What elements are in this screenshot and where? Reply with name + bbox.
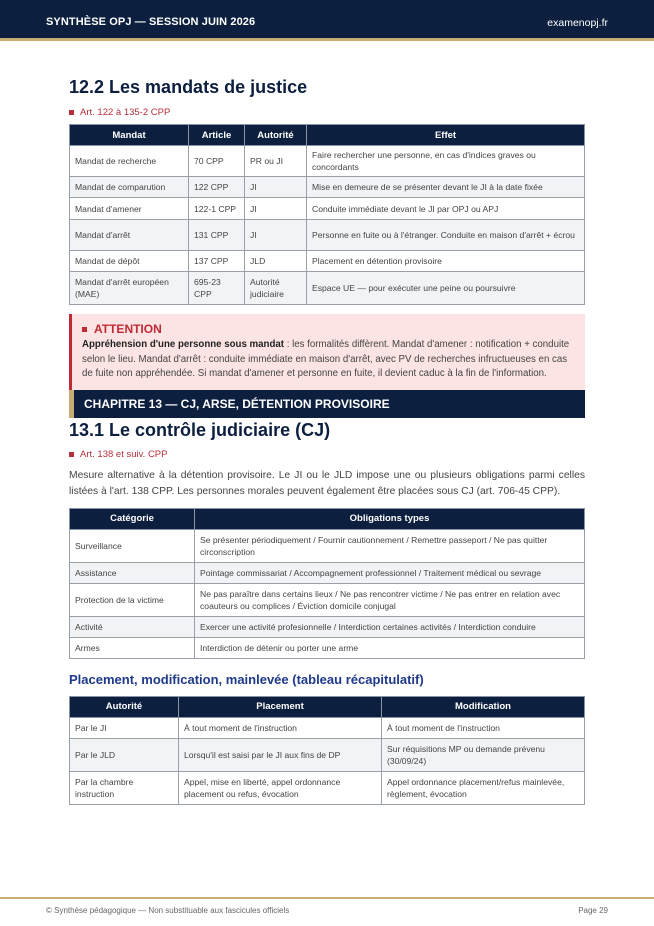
attention-bold-lead: Appréhension d'une personne sous mandat <box>82 339 284 350</box>
attention-label: ATTENTION <box>94 322 162 336</box>
column-header: Mandat <box>70 125 189 146</box>
table-row <box>70 583 585 616</box>
table-cell: Mandat d'arrêt européen (MAE) <box>70 272 189 305</box>
table-cell: Interdiction de détenir ou porter une arme <box>195 637 585 658</box>
table-cell: Activité <box>70 616 195 637</box>
table-row <box>70 220 585 251</box>
column-header: Modification <box>382 696 585 717</box>
table-cell: Mandat d'arrêt <box>70 220 189 251</box>
table-cell: Armes <box>70 637 195 658</box>
table-cell: Lorsqu'il est saisi par le JI aux fins de DP <box>179 738 382 771</box>
table-cell: Se présenter périodiquement / Fournir cautionnement / Remettre passeport / Ne pas quitter circonscription <box>195 529 585 562</box>
table-row <box>70 616 585 637</box>
table-cell: Mandat d'amener <box>70 198 189 220</box>
table-cell: JLD <box>245 251 307 272</box>
attention-callout <box>69 314 585 390</box>
table-cell: Mandat de comparution <box>70 177 189 198</box>
table-cell: Mandat de recherche <box>70 146 189 177</box>
column-header: Obligations types <box>195 508 585 529</box>
article-reference <box>69 106 585 118</box>
attention-body: : les formalités diffèrent. Mandat d'amener : notification + conduite selon le lieu. Mandat d'arrêt : conduite immédiate en maison d'arrêt, avec PV de recherches infructueuses en cas de fuite non appréhendée. Si mandat d'amener et personne en fuite, il devient caduc à la fin de l'information. <box>82 339 570 379</box>
section-title-13-1: 13.1 Le contrôle judiciaire (CJ) <box>69 419 331 440</box>
table-cell: Par le JLD <box>70 738 179 771</box>
table-row <box>70 738 585 771</box>
table-cell: Conduite immédiate devant le JI par OPJ ou APJ <box>307 198 585 220</box>
table-cell: Sur réquisitions MP ou demande prévenu (30/09/24) <box>382 738 585 771</box>
page-content <box>69 75 585 805</box>
reference-text: Art. 122 à 135-2 CPP <box>80 106 171 118</box>
table-cell: Assistance <box>70 562 195 583</box>
table-row <box>70 146 585 177</box>
table-cell: JI <box>245 220 307 251</box>
table-cell: Mandat de dépôt <box>70 251 189 272</box>
table-row <box>70 771 585 804</box>
table-cell: Faire rechercher une personne, en cas d'indices graves ou concordants <box>307 146 585 177</box>
table-cell: Autorité judiciaire <box>245 272 307 305</box>
attention-text <box>82 338 575 382</box>
square-bullet-icon <box>69 110 74 115</box>
subheading-placement: Placement, modification, mainlevée (tableau récapitulatif) <box>69 671 424 687</box>
obligations-table <box>69 508 585 659</box>
chapter-banner <box>69 390 585 418</box>
table-cell: PR ou JI <box>245 146 307 177</box>
column-header: Effet <box>307 125 585 146</box>
table-cell: Espace UE — pour exécuter une peine ou poursuivre <box>307 272 585 305</box>
chapter-title: CHAPITRE 13 — CJ, ARSE, DÉTENTION PROVISOIRE <box>84 396 390 411</box>
table-cell: À tout moment de l'instruction <box>382 717 585 738</box>
page-number: Page 29 <box>578 906 608 915</box>
table-row <box>70 562 585 583</box>
table-cell: 131 CPP <box>189 220 245 251</box>
table-cell: 695-23 CPP <box>189 272 245 305</box>
table-cell: Par la chambre instruction <box>70 771 179 804</box>
header-site: examenopj.fr <box>547 17 608 29</box>
table-cell: Personne en fuite ou à l'étranger. Conduite en maison d'arrêt + écrou <box>307 220 585 251</box>
table-cell: 122 CPP <box>189 177 245 198</box>
table-cell: Appel, mise en liberté, appel ordonnance placement ou refus, évocation <box>179 771 382 804</box>
table-row <box>70 177 585 198</box>
table-cell: Par le JI <box>70 717 179 738</box>
table-cell: JI <box>245 177 307 198</box>
table-cell: 137 CPP <box>189 251 245 272</box>
table-cell: Placement en détention provisoire <box>307 251 585 272</box>
table-row <box>70 717 585 738</box>
table-row <box>70 529 585 562</box>
header-title: SYNTHÈSE OPJ — SESSION JUIN 2026 <box>46 16 256 28</box>
section-title-12-2: 12.2 Les mandats de justice <box>69 77 308 97</box>
table-header-row <box>70 696 585 717</box>
column-header: Autorité <box>70 696 179 717</box>
column-header: Placement <box>179 696 382 717</box>
column-header: Catégorie <box>70 508 195 529</box>
reference-text: Art. 138 et suiv. CPP <box>80 449 168 460</box>
table-cell: Ne pas paraître dans certains lieux / Ne pas rencontrer victime / Ne pas entrer en relation avec coauteurs ou complices / Éviction domicile conjugal <box>195 583 585 616</box>
table-cell: 70 CPP <box>189 146 245 177</box>
placement-table <box>69 696 585 805</box>
table-row <box>70 272 585 305</box>
table-cell: JI <box>245 198 307 220</box>
square-bullet-icon <box>69 452 74 457</box>
footer-disclaimer: © Synthèse pédagogique — Non substituable aux fascicules officiels <box>46 906 290 915</box>
table-row <box>70 637 585 658</box>
footer-divider <box>0 897 654 899</box>
table-row <box>70 198 585 220</box>
table-cell: À tout moment de l'instruction <box>179 717 382 738</box>
cj-paragraph: Mesure alternative à la détention provisoire. Le JI ou le JLD impose une ou plusieurs obligations parmi celles listées à l'art. 138 CPP. Les personnes morales peuvent également être placées sous CJ (art. 706-45 CPP). <box>69 469 585 497</box>
page-header <box>0 0 654 41</box>
table-cell: Mise en demeure de se présenter devant le JI à la date fixée <box>307 177 585 198</box>
mandats-table <box>69 124 585 305</box>
column-header: Autorité <box>245 125 307 146</box>
table-cell: Appel ordonnance placement/refus mainlevée, règlement, évocation <box>382 771 585 804</box>
table-cell: Pointage commissariat / Accompagnement professionnel / Traitement médical ou sevrage <box>195 562 585 583</box>
table-cell: 122-1 CPP <box>189 198 245 220</box>
table-header-row <box>70 508 585 529</box>
article-reference <box>69 449 585 461</box>
table-cell: Protection de la victime <box>70 583 195 616</box>
square-bullet-icon <box>82 327 87 332</box>
column-header: Article <box>189 125 245 146</box>
table-header-row <box>70 125 585 146</box>
table-row <box>70 251 585 272</box>
attention-heading <box>82 322 575 336</box>
table-cell: Exercer une activité profesionnelle / Interdiction certaines activités / Interdiction conduire <box>195 616 585 637</box>
table-cell: Surveillance <box>70 529 195 562</box>
